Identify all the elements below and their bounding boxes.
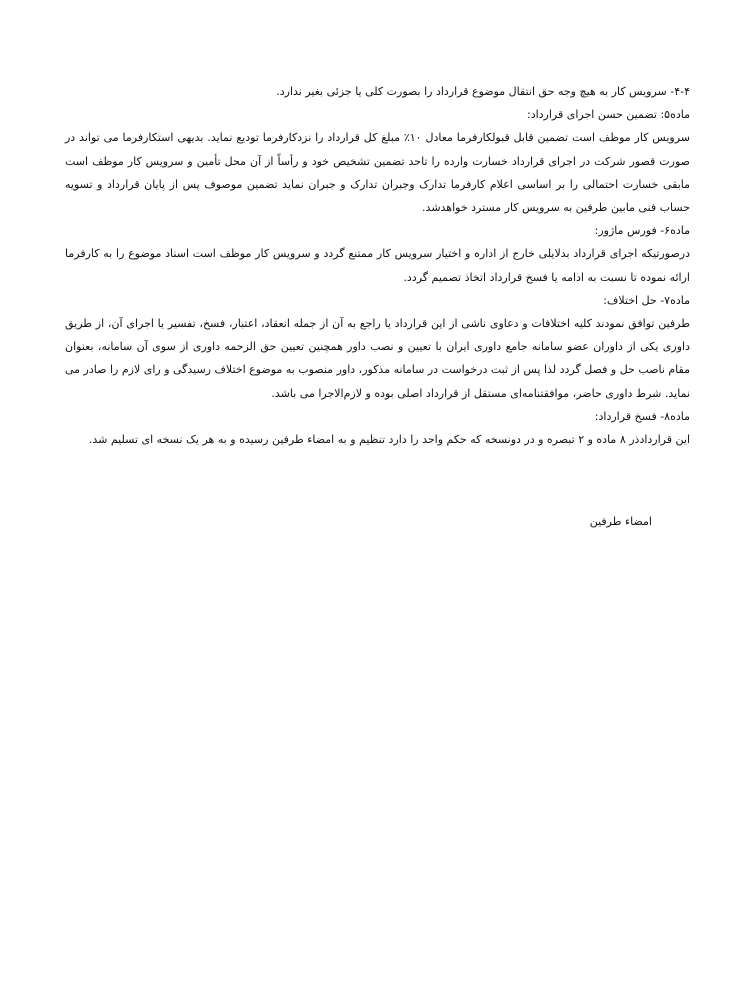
article-7-title: ماده۷- حل اختلاف:: [603, 293, 690, 307]
signature-line: امضاء طرفین: [589, 515, 652, 528]
article-5-title: ماده۵: تضمین حسن اجرای قرارداد:: [526, 108, 690, 122]
article-7-body: طرفین توافق نمودند کلیه اختلافات و دعاوی ناشی از این قرارداد یا راجع به آن از جمله انعقاد، اعتبار، فسخ، تفسیر یا اجرای آن، از طریق داوری یکی از داوران عضو سامانه جامع داوری ایران با تعیین و نصب داور همچنین تعیین حق الزحمه داوری از سوی آن سامانه، بعنوان مقام ناصب حل و فصل گردد لذا پس از ثبت درخواست در سامانه مذکور، داور منصوب به موضوع اختلاف رسیدگی و رای لازم را صادر می نماید. شرط داوری حاضر، موافقتنامه‌ای مستقل از قرارداد اصلی بوده و لازم‌الاجرا می باشد.: [65, 317, 690, 400]
article-8-title: ماده۸- فسخ قرارداد:: [594, 409, 690, 423]
article-5-body: سرویس کار موظف است تضمین قابل قبولکارفرما معادل ۱۰٪ مبلغ کل قرارداد را نزدکارفرما تودیع نماید. بدیهی استکارفرما می تواند در صورت قصور شرکت در اجرای قرارداد خسارت وارده را تاحد تضمین تشخیص خود و رأساً از آن محل تأمین و سرویس کار موظف است مابقی خسارت احتمالی را بر اساسی اعلام کارفرما تدارک وجبران تدارک و جبران نماید تضمین موصوف پس از پایان قرارداد و تسویه حساب فنی مابین طرفین به سرویس کار مسترد خواهدشد.: [65, 131, 690, 215]
contract-page: [65, 80, 690, 451]
article-8-body: این قراردادذر ۸ ماده و ۲ تبصره و در دونسخه که حکم واحد را دارد تنظیم و به امضاء طرفین رسیده و به هر یک نسخه ای تسلیم شد.: [88, 433, 690, 447]
clause-4-4: ۴-۴- سرویس کار به هیچ وجه حق انتقال موضوع قرارداد را بصورت کلی یا جزئی بغیر ندارد.: [276, 85, 690, 98]
article-6-title: ماده۶- فورس ماژور:: [594, 224, 690, 238]
article-6-body: درصورتیکه اجرای قرارداد بدلایلی خارج از اداره و اختیار سرویس کار ممتنع گردد و سرویس کار موظف است اسناد موضوع را به کارفرما ارائه نموده تا نسبت به ادامه یا فسخ قرارداد اتخاذ تصمیم گردد.: [65, 247, 690, 284]
